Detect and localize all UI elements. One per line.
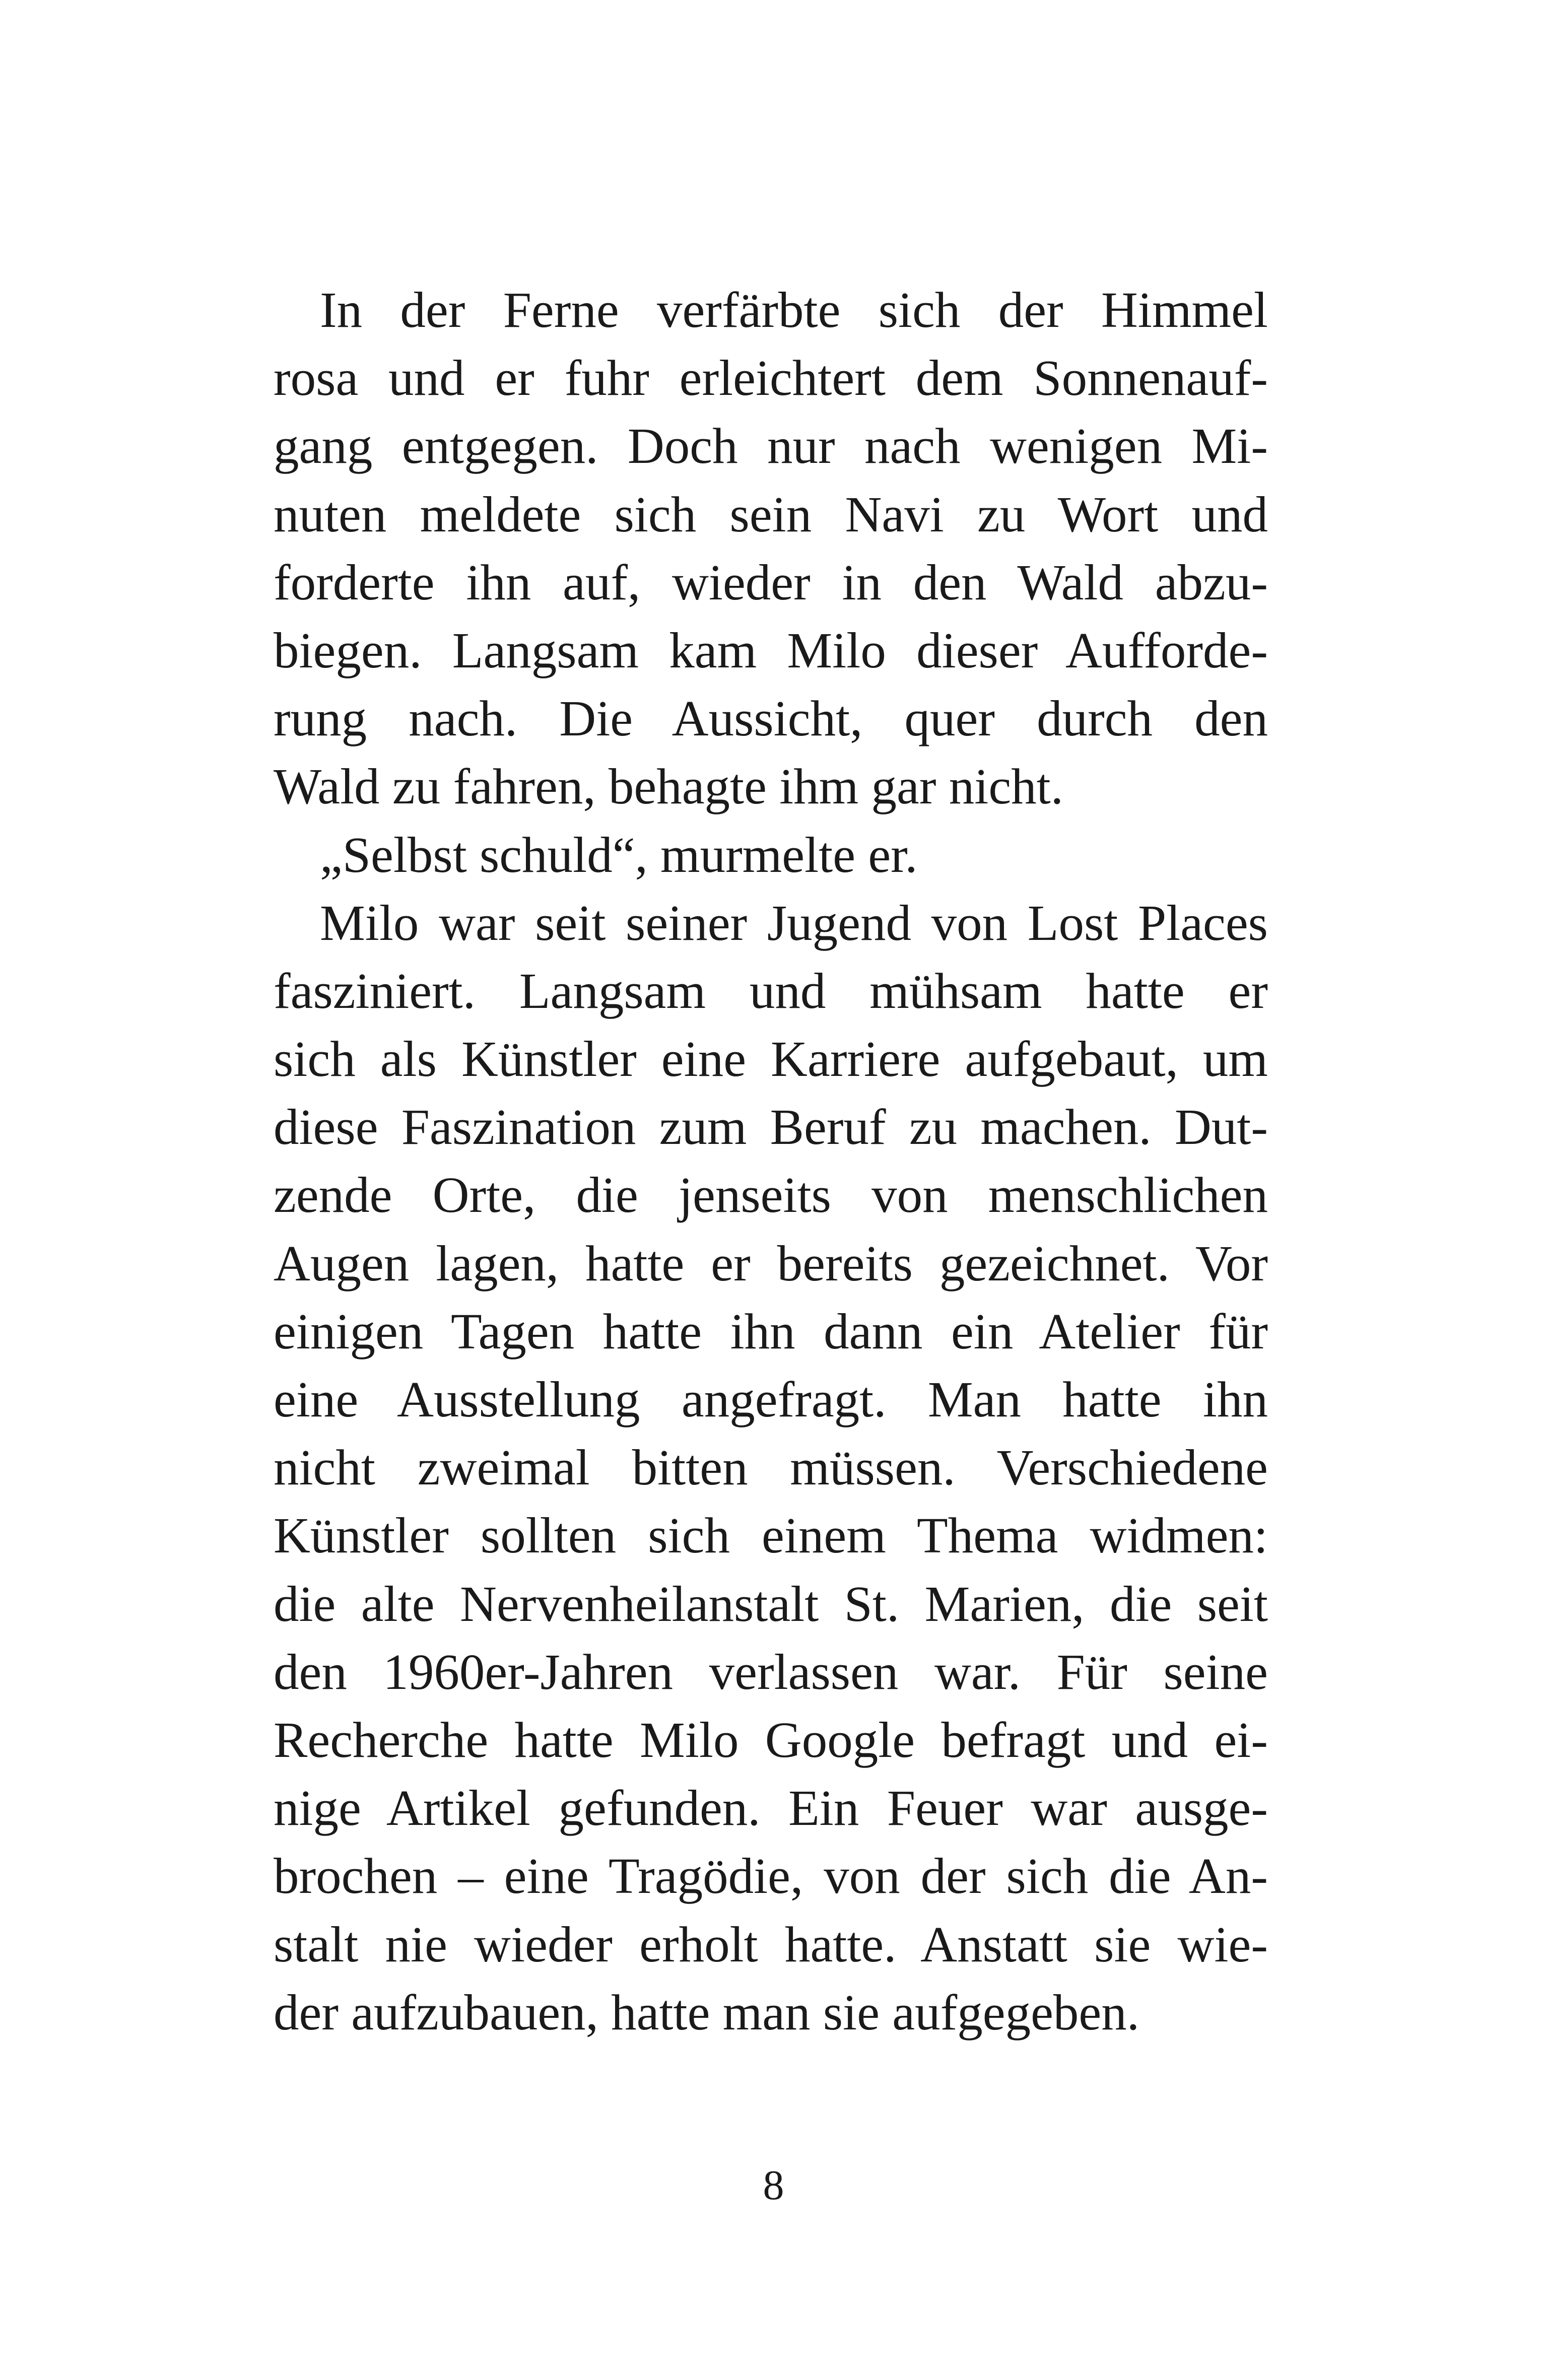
text-line: brochen – eine Tragödie, von der sich die An- — [274, 1848, 1268, 1905]
text-line: Augen lagen, hatte er bereits gezeichnet. Vor — [274, 1235, 1268, 1291]
text-line: forderte ihn auf, wieder in den Wald abzu- — [274, 554, 1268, 610]
text-line: In der Ferne verfärbte sich der Himmel — [320, 282, 1268, 338]
text-line: fasziniert. Langsam und mühsam hatte er — [274, 962, 1268, 1019]
text-line: Recherche hatte Milo Google befragt und ei- — [274, 1711, 1268, 1768]
text-line: Künstler sollten sich einem Thema widmen: — [274, 1507, 1268, 1564]
text-line: diese Faszination zum Beruf zu machen. Dut- — [274, 1099, 1268, 1155]
text-line: zende Orte, die jenseits von menschlichen — [274, 1167, 1268, 1223]
text-line: biegen. Langsam kam Milo dieser Aufforde- — [274, 622, 1268, 678]
text-line: einigen Tagen hatte ihn dann ein Atelier für — [274, 1303, 1268, 1359]
text-line: sich als Künstler eine Karriere aufgebaut, um — [274, 1031, 1268, 1087]
text-line: eine Ausstellung angefragt. Man hatte ihn — [274, 1371, 1268, 1427]
text-line: der aufzubauen, hatte man sie aufgegeben. — [274, 1984, 1139, 2041]
text-line: nige Artikel gefunden. Ein Feuer war ausge- — [274, 1780, 1268, 1837]
text-line: rung nach. Die Aussicht, quer durch den — [274, 690, 1268, 747]
text-line: die alte Nervenheilanstalt St. Marien, die seit — [274, 1575, 1268, 1632]
text-line: Milo war seit seiner Jugend von Lost Places — [320, 894, 1268, 951]
text-line: Wald zu fahren, behagte ihm gar nicht. — [274, 758, 1063, 815]
text-line: gang entgegen. Doch nur nach wenigen Mi- — [274, 418, 1268, 474]
text-line: nicht zweimal bitten müssen. Verschiedene — [274, 1439, 1268, 1496]
page-number: 8 — [763, 2162, 784, 2209]
text-line: stalt nie wieder erholt hatte. Anstatt sie wie- — [274, 1916, 1268, 1973]
body-text — [274, 276, 1268, 2047]
text-line: „Selbst schuld“, murmelte er. — [320, 826, 918, 883]
text-line: den 1960er-Jahren verlassen war. Für seine — [274, 1643, 1268, 1700]
text-line: nuten meldete sich sein Navi zu Wort und — [274, 486, 1268, 542]
text-line: rosa und er fuhr erleichtert dem Sonnenauf- — [274, 350, 1268, 406]
